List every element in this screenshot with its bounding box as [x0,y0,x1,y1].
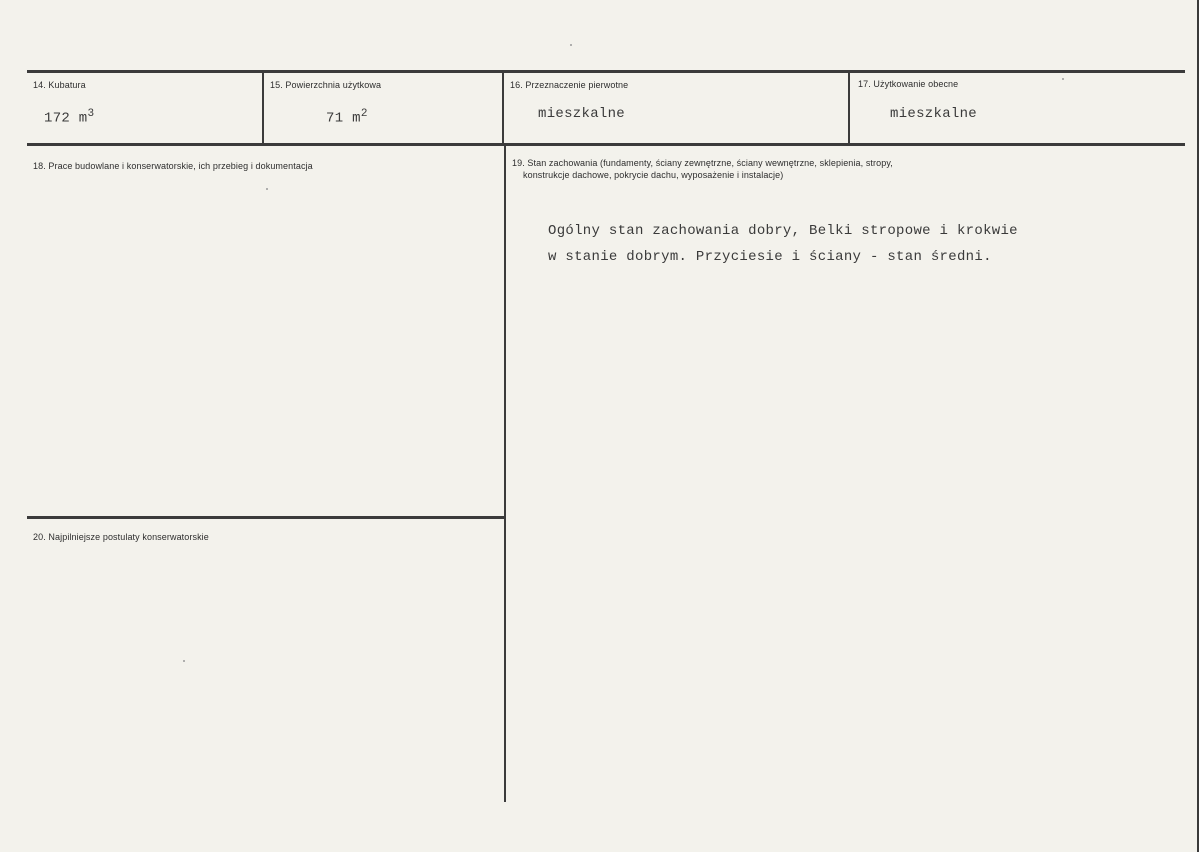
divider-15-16 [502,72,504,145]
divider-16-17 [848,72,850,145]
field-15-value [326,108,368,127]
field-15-unit-exponent: 2 [360,108,368,120]
divider-14-15 [262,72,264,145]
field-19-label-line1: 19. Stan zachowania (fundamenty, ściany zewnętrzne, ściany wewnętrzne, sklepienia, stropy, [512,158,893,168]
field-18-label: 18. Prace budowlane i konserwatorskie, ich przebieg i dokumentacja [33,161,313,171]
field-14-value-text: 172 m [44,110,88,127]
field-19-text-line2: w stanie dobrym. Przyciesie i ściany - stan średni. [548,249,992,265]
field-19-label-line2: konstrukcje dachowe, pokrycie dachu, wyposażenie i instalacje) [523,170,784,180]
field-20-label: 20. Najpilniejsze postulaty konserwatorskie [33,532,209,542]
field-17-value: mieszkalne [890,106,978,122]
top-rule [27,70,1185,73]
field-14-label: 14. Kubatura [33,80,86,90]
field-19-text-line1: Ogólny stan zachowania dobry, Belki stropowe i krokwie [548,223,1018,239]
field-14-unit-exponent: 3 [87,108,95,120]
divider-main [504,145,506,802]
field18-rule [27,516,504,519]
row1-rule [27,143,1185,146]
field-16-label: 16. Przeznaczenie pierwotne [510,80,629,90]
field-14-value [44,108,94,127]
paper-speck [183,660,185,662]
paper-speck [570,44,572,46]
paper-speck [1062,78,1064,80]
field-16-value: mieszkalne [538,106,626,122]
paper-speck [266,188,268,190]
field-15-value-text: 71 m [326,110,361,127]
field-17-label: 17. Użytkowanie obecne [858,79,959,89]
field-15-label: 15. Powierzchnia użytkowa [270,80,382,90]
